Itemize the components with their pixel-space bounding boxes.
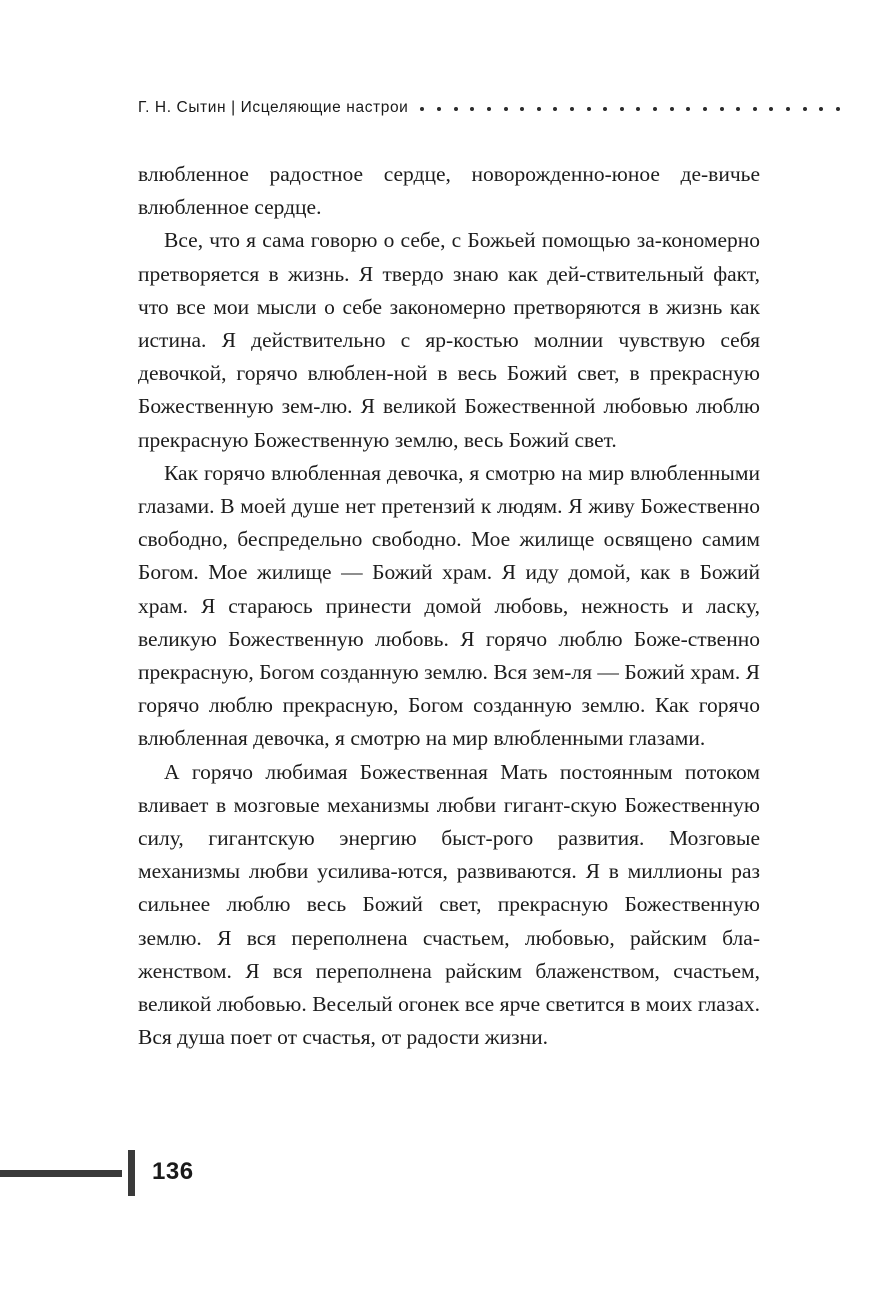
dot-leader-dot	[786, 107, 790, 111]
running-head-text: Г. Н. Сытин | Исцеляющие настрои	[138, 99, 409, 116]
dot-leader-dot	[537, 107, 541, 111]
dot-leader-dot	[454, 107, 458, 111]
dot-leader-dot	[819, 107, 823, 111]
dot-leader-dot	[603, 107, 607, 111]
dot-leader-dot	[636, 107, 640, 111]
page-number: 136	[152, 1158, 194, 1185]
dot-leader-dot	[670, 107, 674, 111]
dot-leader-dot	[769, 107, 773, 111]
dot-leader-dot	[470, 107, 474, 111]
dot-leader-dot	[587, 107, 591, 111]
dot-leader-dot	[836, 107, 840, 111]
footer-rule	[0, 1170, 122, 1177]
dot-leader-dot	[803, 107, 807, 111]
dot-leader-dot	[720, 107, 724, 111]
dot-leader-dot	[437, 107, 441, 111]
dot-leader-dot	[686, 107, 690, 111]
dot-leader-dot	[703, 107, 707, 111]
dot-leader-dot	[570, 107, 574, 111]
paragraph: А горячо любимая Божественная Мать постоянным потоком вливает в мозговые механизмы любви гигант-скую Божественную силу, гигантскую энергию быст-рого развития. Мозговые механизмы любви усилива-ются, развиваются. Я в миллионы раз сильнее люблю весь Божий свет, прекрасную Божественную землю. Я вся переполнена счастьем, любовью, райским бла-женством. Я вся переполнена райским блаженством, счастьем, великой любовью. Веселый огонек все ярче светится в моих глазах. Вся душа поет от счастья, от радости жизни.	[138, 759, 760, 1050]
dot-leader-dot	[620, 107, 624, 111]
dot-leader-dot	[553, 107, 557, 111]
body-text-column	[138, 158, 760, 1054]
dot-leader-dot	[420, 107, 424, 111]
dot-leader-dot	[504, 107, 508, 111]
dot-leader-dot	[487, 107, 491, 111]
running-head	[138, 96, 850, 120]
paragraph: Как горячо влюбленная девочка, я смотрю на мир влюбленными глазами. В моей душе нет претензий к людям. Я живу Божественно свободно, беспредельно свободно. Мое жилище освящено самим Богом. Мое жилище — Божий храм. Я иду домой, как в Божий храм. Я стараюсь принести домой любовь, нежность и ласку, великую Божественную любовь. Я горячо люблю Боже-ственно прекрасную, Богом созданную землю. Вся зем-ля — Божий храм. Я горячо люблю прекрасную, Богом созданную землю. Как горячо влюбленная девочка, я смотрю на мир влюбленными глазами.	[138, 460, 760, 751]
dot-leader-dot	[653, 107, 657, 111]
dot-leader-dot	[520, 107, 524, 111]
page-footer	[0, 1158, 886, 1202]
dot-leader-dot	[753, 107, 757, 111]
footer-bar	[128, 1150, 135, 1196]
paragraph: влюбленное радостное сердце, новорожденно-юное де-вичье влюбленное сердце.	[138, 162, 760, 220]
dot-leader-dot	[736, 107, 740, 111]
running-head-dot-leader	[418, 99, 850, 117]
paragraph: Все, что я сама говорю о себе, с Божьей помощью за-кономерно претворяется в жизнь. Я твердо знаю как дей-ствительный факт, что все мои мысли о себе закономерно претворяются в жизнь как истина. Я действительно с яр-костью молнии чувствую себя девочкой, горячо влюблен-ной в весь Божий свет, в прекрасную Божественную зем-лю. Я великой Божественной любовью люблю прекрасную Божественную землю, весь Божий свет.	[138, 228, 760, 452]
